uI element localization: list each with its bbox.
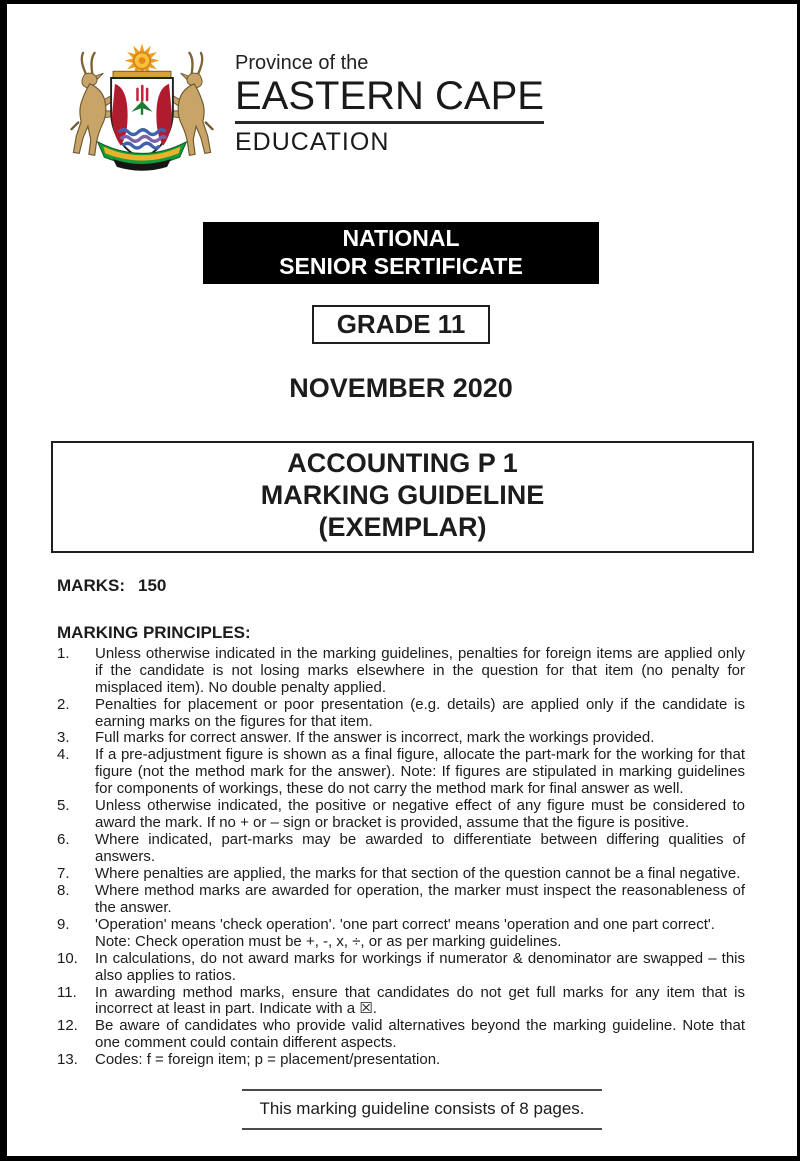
- logo-text: [235, 52, 544, 157]
- paper-title-line1: ACCOUNTING P 1: [287, 448, 518, 479]
- principle-text: [95, 730, 745, 747]
- principle-text-line: Where penalties are applied, the marks for that section of the question cannot be a final negative.: [95, 864, 741, 882]
- principle-item: [57, 917, 745, 951]
- principle-number: 12.: [57, 1017, 78, 1035]
- marks-row: [57, 576, 745, 596]
- principles-list: [57, 646, 745, 1069]
- principle-text: [95, 646, 745, 697]
- principle-text-line: If a pre-adjustment figure is shown as a final figure, allocate the part-mark for the working for that figure (not the method mark for the answer). Note: If figures are stipulated in marking guidelines for components of workings, these do not carry the method mark for final answer as well.: [95, 746, 745, 798]
- principle-item: [57, 985, 745, 1019]
- principle-text: [95, 1018, 745, 1052]
- principle-number: 11.: [57, 983, 77, 1001]
- principle-text-line: Full marks for correct answer. If the answer is incorrect, mark the workings provided.: [95, 729, 655, 747]
- principle-item: [57, 646, 745, 697]
- principle-number: 5.: [57, 797, 70, 815]
- certificate-line2: SENIOR SERTIFICATE: [279, 252, 523, 279]
- exam-date: NOVEMBER 2020: [289, 373, 513, 404]
- principle-number: 7.: [57, 864, 70, 882]
- logo-province-line: Province of the: [235, 52, 369, 74]
- principle-text-line: 'Operation' means 'check operation'. 'one part correct' means 'operation and one part correct'.: [95, 915, 715, 933]
- paper-title-line2: MARKING GUIDELINE: [260, 480, 545, 511]
- paper-title-line3: (EXEMPLAR): [318, 511, 487, 542]
- grade-box: GRADE 11: [312, 305, 490, 344]
- eastern-cape-coat-of-arms-icon: [57, 38, 227, 176]
- principle-item: [57, 1018, 745, 1052]
- principle-text-line: Be aware of candidates who provide valid alternatives beyond the marking guideline. Note that one comment could contain different aspects.: [95, 1017, 745, 1052]
- principle-text: [95, 798, 745, 832]
- principle-text: [95, 1052, 745, 1069]
- principle-number: 1.: [57, 644, 70, 662]
- principle-text-line: Unless otherwise indicated, the positive or negative effect of any figure must be considered to award the mark. If no + or – sign or bracket is provided, assume that the figure is positive.: [95, 797, 745, 832]
- principle-item: [57, 951, 745, 985]
- paper-title-box: [51, 441, 754, 553]
- certificate-banner: [203, 222, 599, 284]
- principle-number: 8.: [57, 881, 70, 899]
- principle-text-line: In awarding method marks, ensure that candidates do not get full marks for any item that is incorrect at least in part. Indicate with a ☒.: [95, 983, 745, 1018]
- logo-block: [57, 38, 745, 176]
- marks-value: 150: [138, 575, 167, 595]
- principle-number: 6.: [57, 831, 70, 849]
- principle-number: 2.: [57, 695, 70, 713]
- principle-item: [57, 1052, 745, 1069]
- principle-number: 13.: [57, 1051, 78, 1069]
- principle-text-line: Where method marks are awarded for operation, the marker must inspect the reasonableness of the answer.: [95, 881, 745, 916]
- principle-item: [57, 730, 745, 747]
- principle-text: [95, 866, 745, 883]
- marks-label: MARKS:: [57, 575, 125, 595]
- principle-text-line: Unless otherwise indicated in the marking guidelines, penalties for foreign items are applied only if the candidate is not losing marks elsewhere in the question for that item (no penalty for misplaced item). No double penalty applied.: [95, 644, 745, 696]
- principle-text-line: Where indicated, part-marks may be awarded to differentiate between differing qualities of answers.: [95, 831, 745, 866]
- principle-note-line: Note: Check operation must be +, -, x, ÷, or as per marking guidelines.: [95, 932, 562, 950]
- principle-text-line: Codes: f = foreign item; p = placement/presentation.: [95, 1051, 441, 1069]
- logo-province-name: EASTERN CAPE: [235, 75, 544, 124]
- principle-item: [57, 697, 745, 731]
- principle-item: [57, 798, 745, 832]
- principle-text-line: In calculations, do not award marks for workings if numerator & denominator are swapped – this also applies to ratios.: [95, 949, 745, 984]
- principle-number: 10.: [57, 949, 78, 967]
- principle-item: [57, 883, 745, 917]
- principles-heading: MARKING PRINCIPLES:: [57, 622, 251, 642]
- principle-text-line: Penalties for placement or poor presentation (e.g. details) are applied only if the candidate is earning marks on the figures for that item.: [95, 695, 745, 730]
- principle-item: [57, 832, 745, 866]
- page-count-note: This marking guideline consists of 8 pages.: [242, 1089, 602, 1130]
- principle-number: 3.: [57, 729, 70, 747]
- principle-item: [57, 866, 745, 883]
- principle-text: [95, 747, 745, 798]
- principle-number: 9.: [57, 915, 70, 933]
- principle-number: 4.: [57, 746, 70, 764]
- logo-department: EDUCATION: [235, 128, 390, 156]
- principle-text: [95, 917, 745, 951]
- principle-item: [57, 747, 745, 798]
- principle-text: [95, 951, 745, 985]
- principle-text: [95, 832, 745, 866]
- principle-text: [95, 985, 745, 1019]
- principle-text: [95, 697, 745, 731]
- certificate-line1: NATIONAL: [342, 225, 460, 251]
- principle-text: [95, 883, 745, 917]
